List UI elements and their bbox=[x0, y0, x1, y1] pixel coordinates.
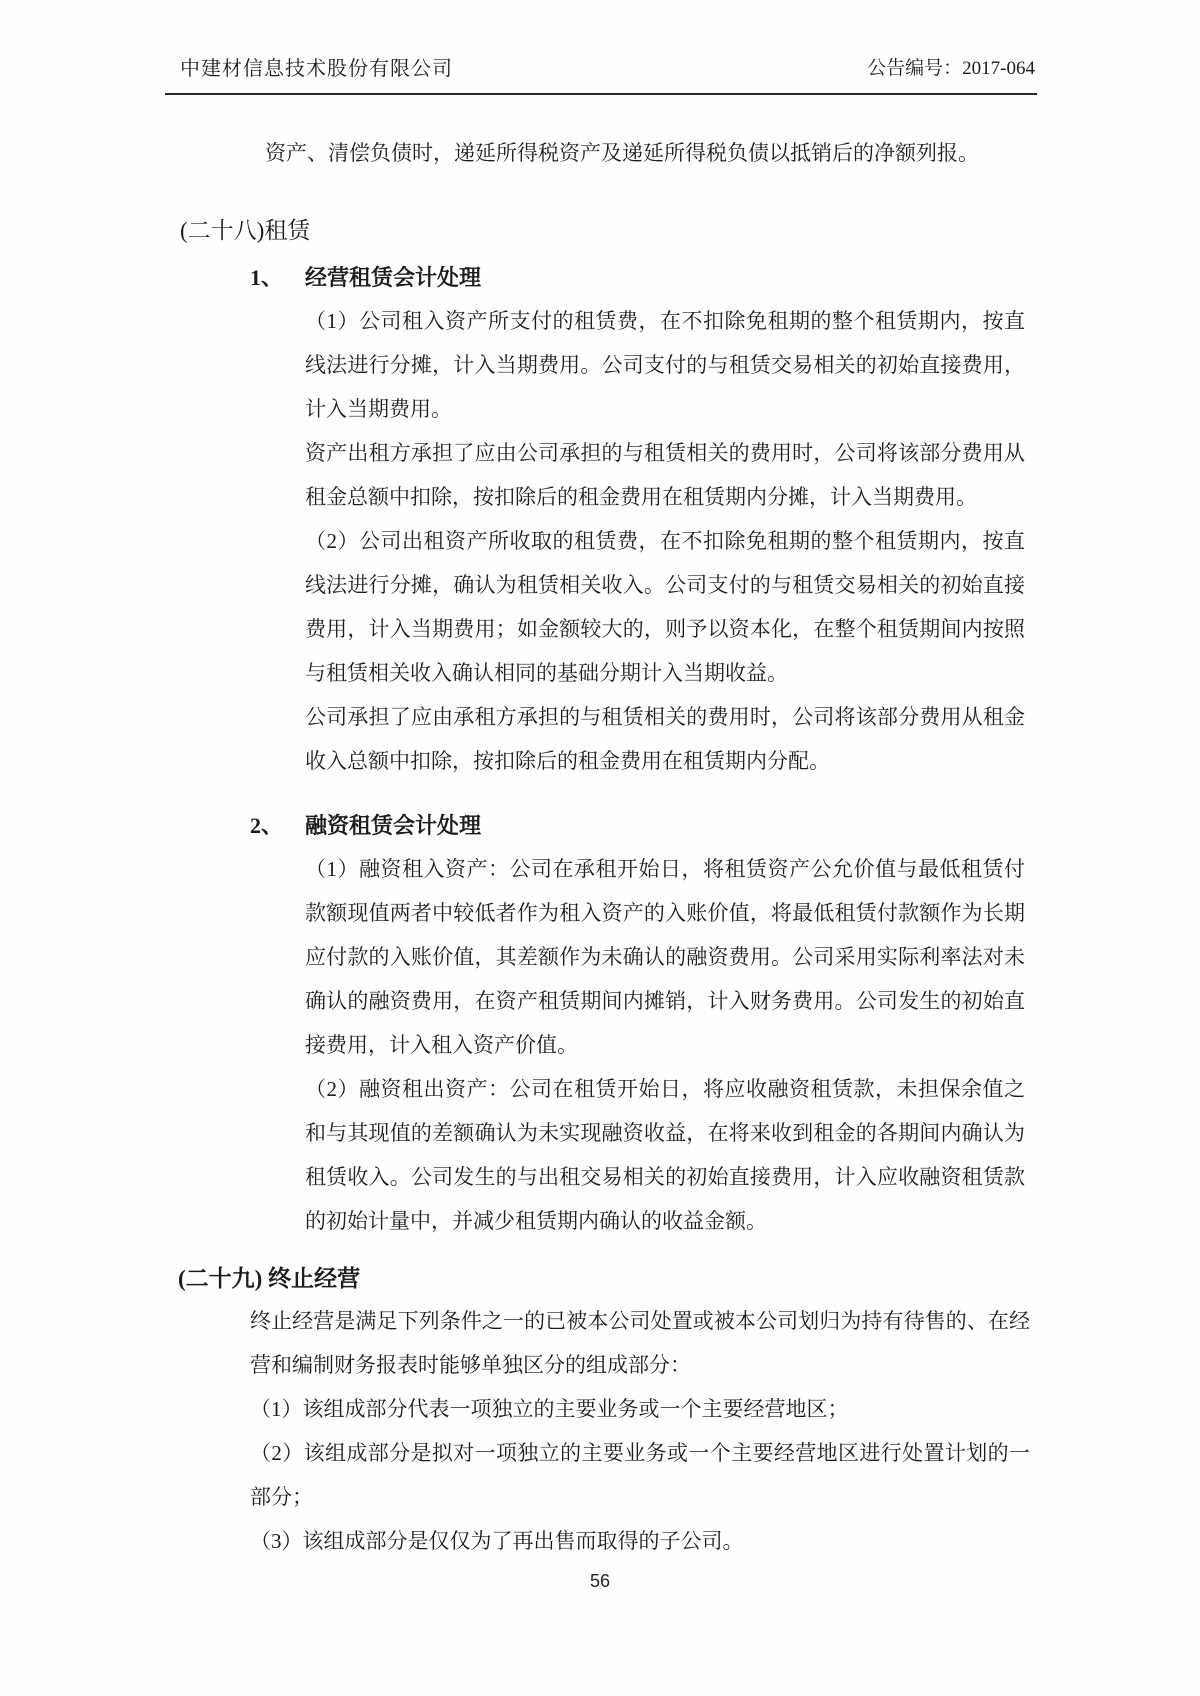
sub1-paragraph-2: 资产出租方承担了应由公司承担的与租赁相关的费用时，公司将该部分费用从租金总额中扣除，按扣除后的租金费用在租赁期内分摊，计入当期费用。 bbox=[305, 441, 1025, 509]
sub1-paragraph-4: 公司承担了应由承租方承担的与租赁相关的费用时，公司将该部分费用从租金收入总额中扣除，按扣除后的租金费用在租赁期内分配。 bbox=[305, 705, 1025, 773]
intro-paragraph: 资产、清偿负债时，递延所得税资产及递延所得税负债以抵销后的净额列报。 bbox=[265, 141, 979, 165]
section-29-paragraph-1: 终止经营是满足下列条件之一的已被本公司处置或被本公司划归为持有待售的、在经营和编制财务报表时能够单独区分的组成部分： bbox=[250, 1309, 1030, 1377]
page-number: 56 bbox=[589, 1571, 611, 1591]
sub1-paragraph-1: （1）公司租入资产所支付的租赁费，在不扣除免租期的整个租赁期内，按直线法进行分摊，计入当期费用。公司支付的与租赁交易相关的初始直接费用，计入当期费用。 bbox=[305, 309, 1025, 421]
sub1-list-number: 1、 bbox=[250, 265, 284, 290]
sub1-title: 经营租赁会计处理 bbox=[305, 265, 482, 290]
header-notice-number: 公告编号：2017-064 bbox=[867, 58, 1035, 79]
section-28-sub2-heading bbox=[250, 811, 1200, 841]
sub2-paragraph-2: （2）融资租出资产：公司在租赁开始日，将应收融资租赁款，未担保余值之和与其现值的差额确认为未实现融资收益，在将来收到租金的各期间内确认为租赁收入。公司发生的与出租交易相关的初始直接费用，计入应收融资租赁款的初始计量中，并减少租赁期内确认的收益金额。 bbox=[305, 1077, 1025, 1233]
page-header bbox=[180, 55, 1035, 83]
section-28-heading: (二十八)租赁 bbox=[180, 218, 311, 243]
sub1-paragraph-3: （2）公司出租资产所收取的租赁费，在不扣除免租期的整个租赁期内，按直线法进行分摊，确认为租赁相关收入。公司支付的与租赁交易相关的初始直接费用，计入当期费用；如金额较大的，则予以资本化，在整个租赁期间内按照与租赁相关收入确认相同的基础分期计入当期收益。 bbox=[305, 529, 1025, 685]
section-29-body bbox=[250, 1299, 1030, 1563]
section-29-paragraph-3: （2）该组成部分是拟对一项独立的主要业务或一个主要经营地区进行处置计划的一部分； bbox=[250, 1441, 1030, 1509]
sub2-title: 融资租赁会计处理 bbox=[305, 813, 482, 838]
header-company-name: 中建材信息技术股份有限公司 bbox=[180, 58, 453, 80]
section-29-paragraph-4: （3）该组成部分是仅仅为了再出售而取得的子公司。 bbox=[250, 1529, 744, 1553]
section-28-sub1-body bbox=[305, 299, 1025, 783]
section-28-sub2-body bbox=[305, 847, 1025, 1243]
section-29-paragraph-2: （1）该组成部分代表一项独立的主要业务或一个主要经营地区； bbox=[250, 1397, 849, 1421]
page-footer bbox=[0, 1571, 1200, 1592]
sub2-list-number: 2、 bbox=[250, 813, 284, 838]
header-divider bbox=[165, 93, 1037, 95]
sub2-paragraph-1: （1）融资租入资产：公司在承租开始日，将租赁资产公允价值与最低租赁付款额现值两者中较低者作为租入资产的入账价值，将最低租赁付款额作为长期应付款的入账价值，其差额作为未确认的融资费用。公司采用实际利率法对未确认的融资费用，在资产租赁期间内摊销，计入财务费用。公司发生的初始直接费用，计入租入资产价值。 bbox=[305, 857, 1025, 1057]
section-29-heading: (二十九) 终止经营 bbox=[178, 1266, 361, 1291]
section-28-sub1-heading bbox=[250, 263, 1200, 293]
